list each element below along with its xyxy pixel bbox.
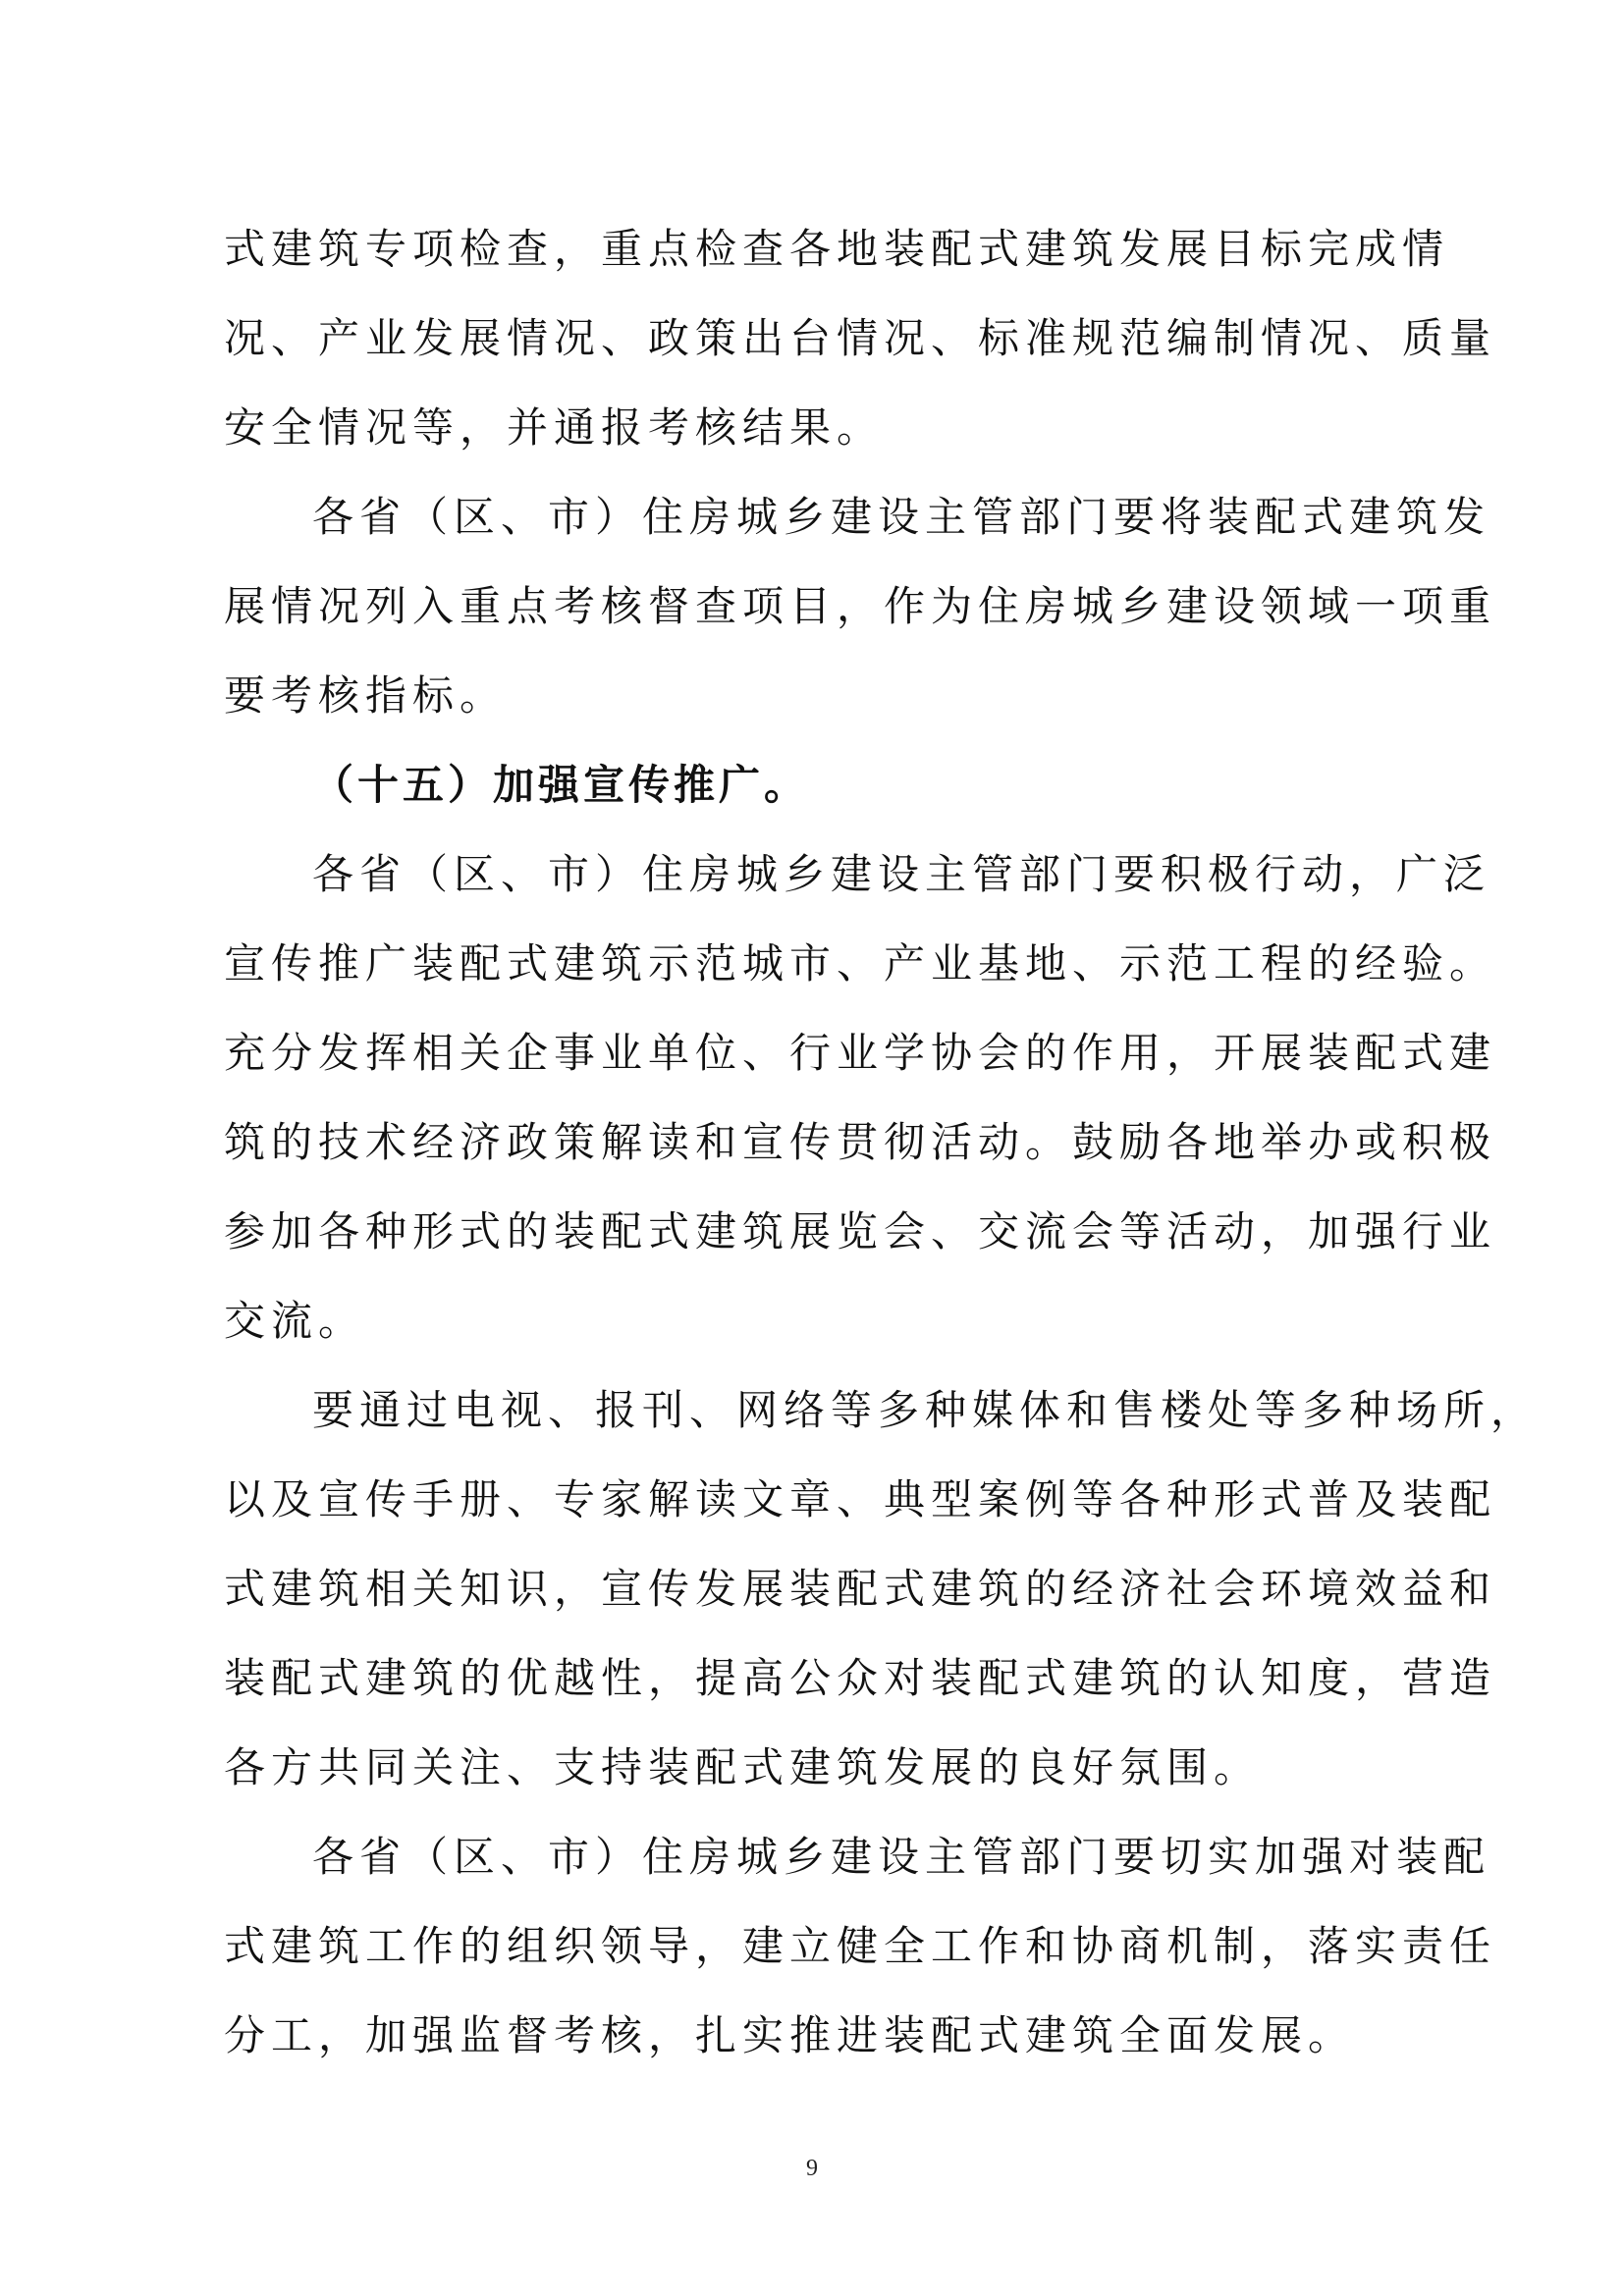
- body-line: 参加各种形式的装配式建筑展览会、交流会等活动，加强行业: [224, 1207, 1497, 1255]
- body-line: 装配式建筑的优越性，提高公众对装配式建筑的认知度，营造: [224, 1654, 1497, 1702]
- paragraph-first-line: 各省（区、市）住房城乡建设主管部门要切实加强对装配: [312, 1833, 1491, 1881]
- document-body: [224, 204, 1539, 2080]
- body-line: 宣传推广装配式建筑示范城市、产业基地、示范工程的经验。: [224, 939, 1497, 988]
- body-line: 以及宣传手册、专家解读文章、典型案例等各种形式普及装配: [224, 1475, 1497, 1523]
- body-line: 筑的技术经济政策解读和宣传贯彻活动。鼓励各地举办或积极: [224, 1118, 1497, 1166]
- body-line: 式建筑工作的组织领导，建立健全工作和协商机制，落实责任: [224, 1922, 1497, 1970]
- body-line: 式建筑专项检查，重点检查各地装配式建筑发展目标完成情: [224, 225, 1450, 273]
- paragraph-first-line: 要通过电视、报刊、网络等多种媒体和售楼处等多种场所，: [312, 1386, 1539, 1434]
- body-line: 分工，加强监督考核，扎实推进装配式建筑全面发展。: [224, 2011, 1356, 2059]
- body-line: 式建筑相关知识，宣传发展装配式建筑的经济社会环境效益和: [224, 1565, 1497, 1613]
- paragraph-first-line: 各省（区、市）住房城乡建设主管部门要积极行动，广泛: [312, 850, 1491, 898]
- section-heading: （十五）加强宣传推广。: [312, 761, 810, 809]
- body-line: 各方共同关注、支持装配式建筑发展的良好氛围。: [224, 1743, 1262, 1791]
- body-line: 交流。: [224, 1297, 366, 1345]
- body-line: 况、产业发展情况、政策出台情况、标准规范编制情况、质量: [224, 314, 1497, 362]
- paragraph-first-line: 各省（区、市）住房城乡建设主管部门要将装配式建筑发: [312, 493, 1491, 541]
- body-line: 充分发挥相关企事业单位、行业学协会的作用，开展装配式建: [224, 1029, 1497, 1077]
- body-line: 展情况列入重点考核督查项目，作为住房城乡建设领域一项重: [224, 582, 1497, 630]
- body-line: 要考核指标。: [224, 671, 508, 720]
- body-line: 安全情况等，并通报考核结果。: [224, 403, 885, 452]
- page-number: 9: [806, 2156, 818, 2181]
